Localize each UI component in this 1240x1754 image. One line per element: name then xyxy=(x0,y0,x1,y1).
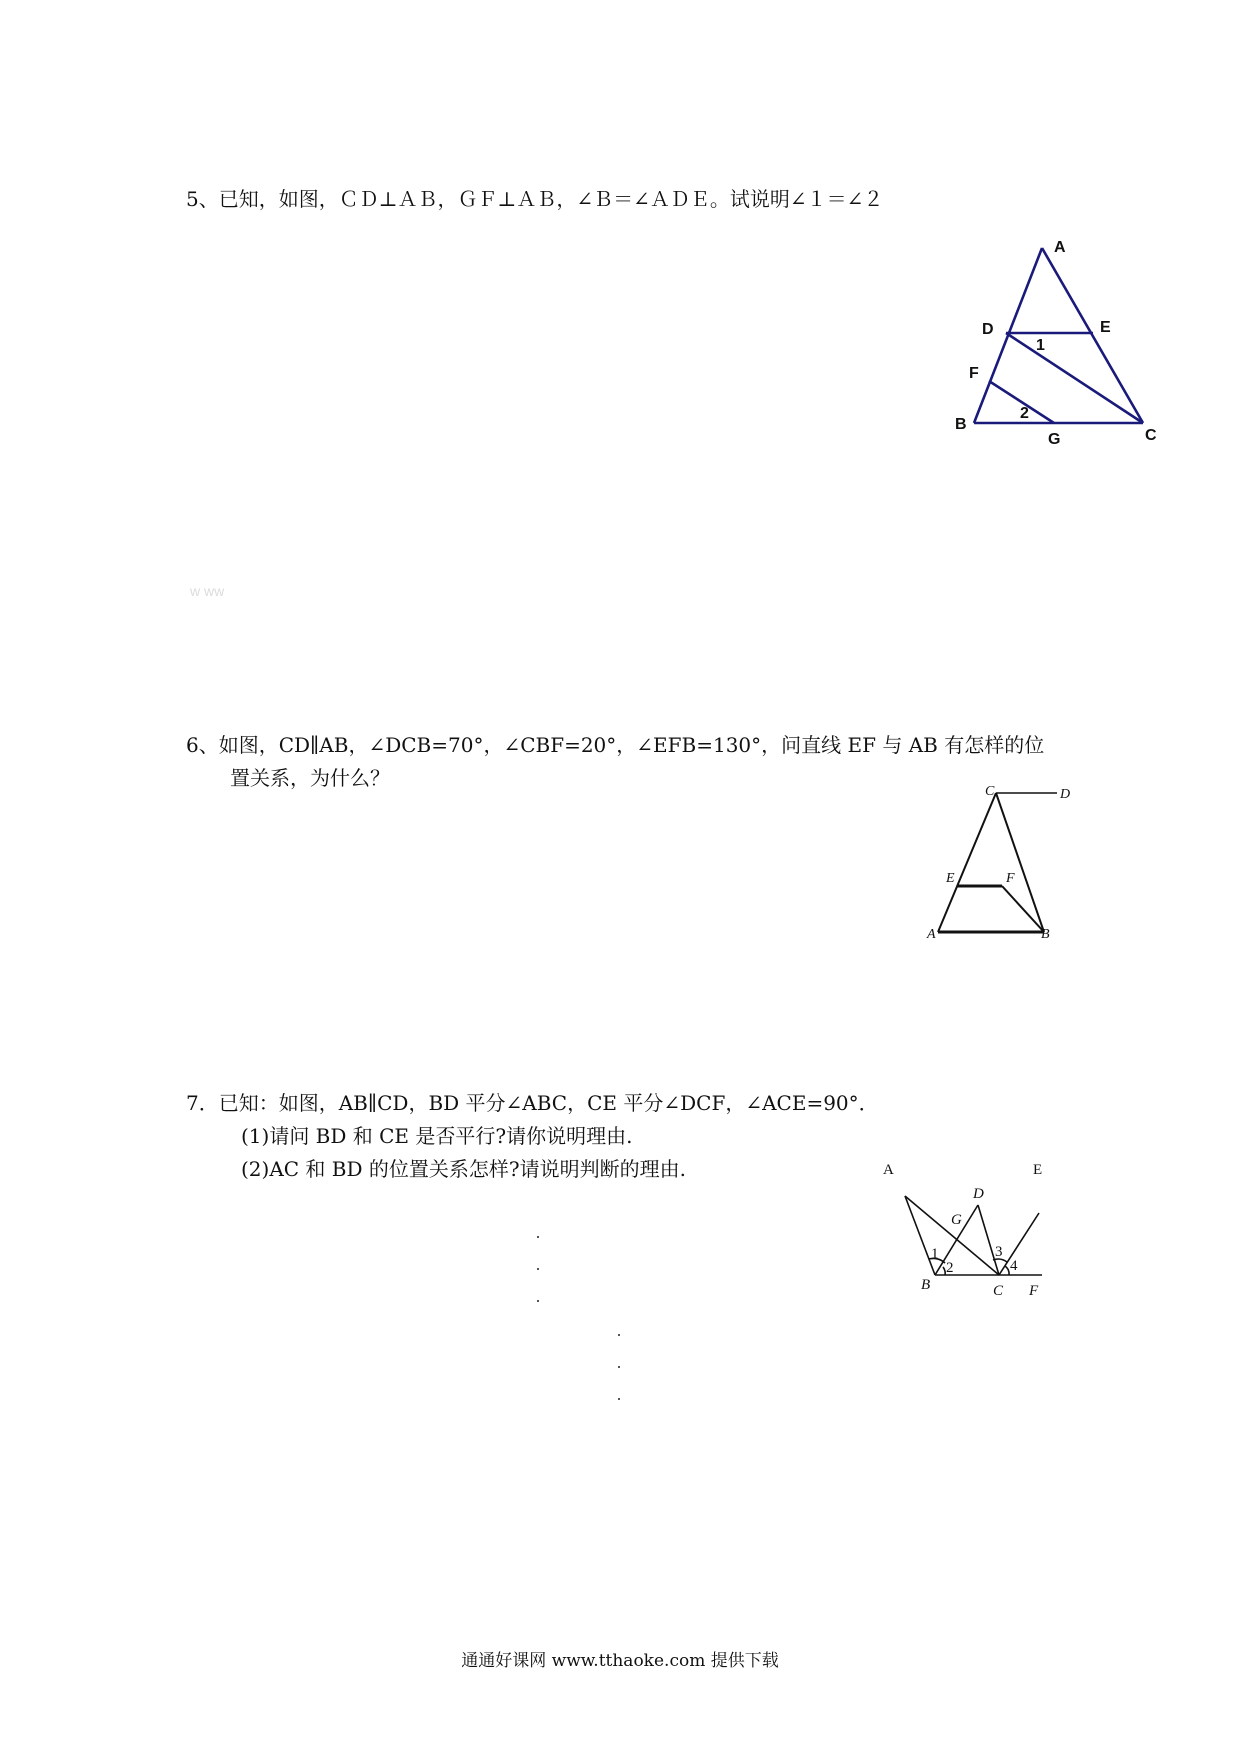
label-g: G xyxy=(1048,431,1061,448)
segment-ac xyxy=(1042,248,1143,423)
scan-dot xyxy=(618,1398,620,1400)
label-f: F xyxy=(1029,1283,1039,1299)
label-b: B xyxy=(1041,927,1050,940)
question-6-line-2: 置关系，为什么？ xyxy=(230,766,390,790)
label-2: 2 xyxy=(1020,405,1029,422)
label-3: 3 xyxy=(995,1244,1003,1260)
label-4: 4 xyxy=(1010,1258,1018,1274)
segment-fb xyxy=(1002,886,1044,932)
label-d: D xyxy=(973,1186,984,1202)
question-6-line-1: 6、如图，CD∥AB，∠DCB=70°，∠CBF=20°，∠EFB=130°，问直线 EF 与 AB 有怎样的位 xyxy=(186,733,1045,757)
label-c: C xyxy=(993,1283,1004,1299)
label-g: G xyxy=(951,1212,962,1228)
label-f: F xyxy=(969,365,979,382)
question-7-line-1: 7．已知：如图，AB∥CD，BD 平分∠ABC，CE 平分∠DCF，∠ACE=90°． xyxy=(186,1091,879,1115)
label-e: E xyxy=(1033,1162,1043,1178)
label-a: A xyxy=(883,1162,894,1178)
segment-dc xyxy=(978,1205,999,1275)
figure-q5-triangle xyxy=(950,238,1180,458)
arc-angle-4 xyxy=(1005,1266,1009,1275)
page-footer: 通通好课网 www.tthaoke.com 提供下载 xyxy=(461,1651,779,1671)
scan-dot xyxy=(537,1236,539,1238)
label-b: B xyxy=(955,416,967,433)
scan-dot xyxy=(618,1334,620,1336)
label-b: B xyxy=(921,1277,931,1293)
label-e: E xyxy=(946,871,955,886)
label-a: A xyxy=(1054,239,1066,256)
figure-q7-parallel-lines xyxy=(878,1156,1058,1311)
label-d: D xyxy=(1060,787,1071,802)
question-7-sub-2: (2)AC 和 BD 的位置关系怎样?请说明判断的理由. xyxy=(241,1157,686,1181)
label-d: D xyxy=(982,321,994,338)
label-1: 1 xyxy=(1036,337,1045,354)
faint-watermark: w ww xyxy=(190,583,225,599)
scan-dot xyxy=(537,1268,539,1270)
question-5-text: 5、已知，如图，ＣＤ⊥ＡＢ，ＧＦ⊥ＡＢ，∠Ｂ＝∠ＡＤＥ。试说明∠１＝∠２ xyxy=(186,187,884,211)
arc-angle-2 xyxy=(943,1267,945,1275)
label-c: C xyxy=(985,784,995,799)
question-7-sub-1: (1)请问 BD 和 CE 是否平行?请你说明理由. xyxy=(241,1124,633,1148)
scan-dot xyxy=(618,1366,620,1368)
scan-dot xyxy=(537,1300,539,1302)
figure-q6-trapezoid xyxy=(915,780,1090,940)
label-f: F xyxy=(1006,871,1015,886)
segment-ce xyxy=(999,1213,1039,1275)
label-1: 1 xyxy=(931,1246,939,1262)
label-c: C xyxy=(1145,427,1157,444)
label-e: E xyxy=(1100,319,1111,336)
label-2: 2 xyxy=(946,1260,954,1276)
segment-ca xyxy=(938,793,996,932)
label-a: A xyxy=(927,927,936,940)
segment-cb xyxy=(996,793,1044,932)
